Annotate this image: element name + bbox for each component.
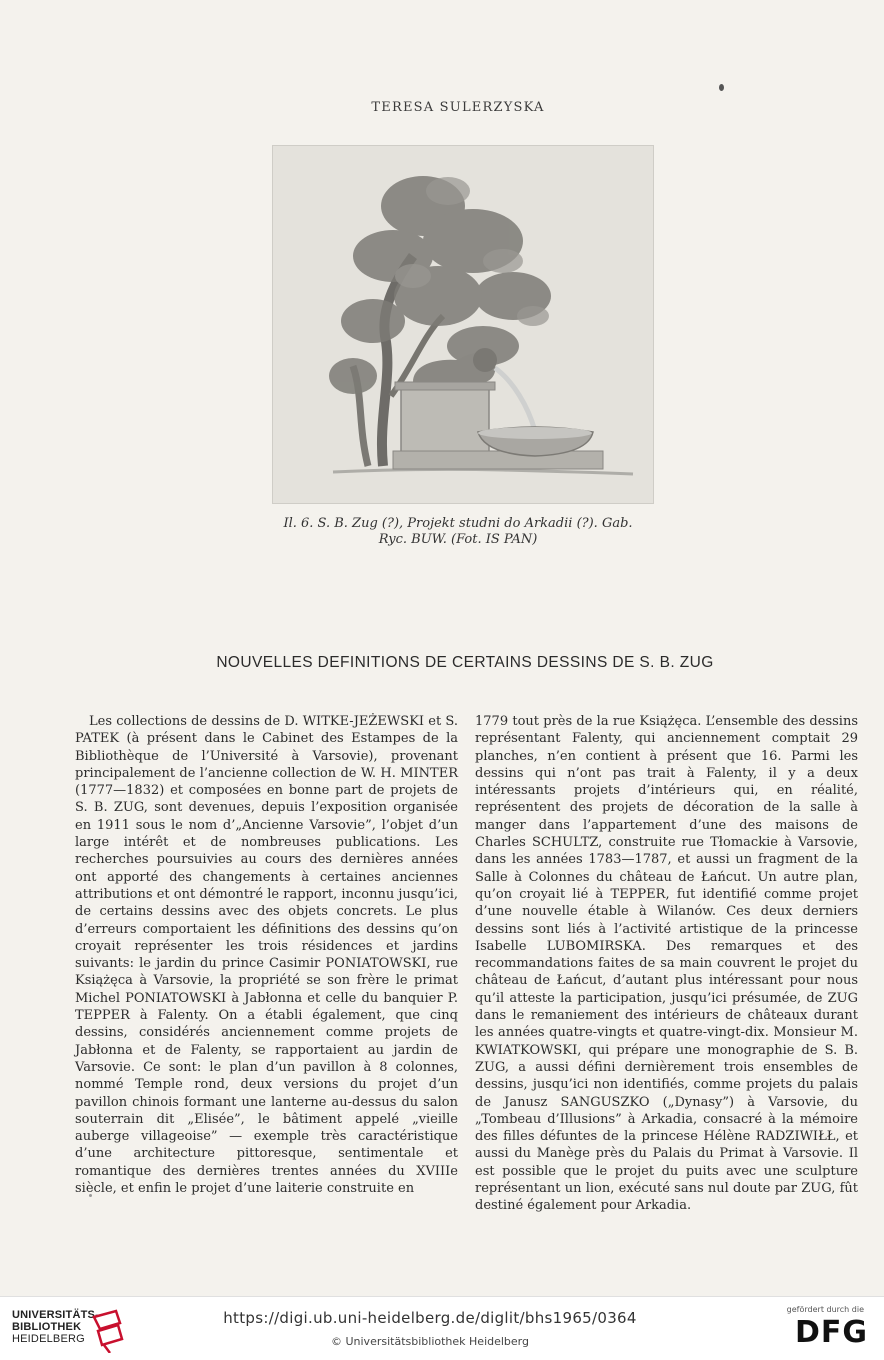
- well-with-lion-drawing: [273, 146, 653, 503]
- paragraph: 1779 tout près de la rue Książęca. L’ensemble des dessins représentant Falenty, qui anciennement comptait 29 planches, n’en contient à présent que 16. Parmi les dessins qui n’ont pas trait à Falenty, il y a deux intéressants projets d’intérieurs qui, en réalité, représentent des projets de décoration de la salle à manger dans l’appartement d’une des maisons de Charles SCHULTZ, construite rue Tłomackie à Varsovie, dans les années 1783—1787, et aussi un fragment de la Salle à Colonnes du château de Łańcut. Un autre plan, qu’on croyait lié à TEPPER, fut identifié comme projet d’une nouvelle étable à Wilanów. Ces deux derniers dessins sont liés à l’activité artistique de la princesse Isabelle LUBOMIRSKA. Des remarques et des recommandations faites de sa main couvrent le projet du château de Łańcut, d’autant plus intéressant pour nous qu’il atteste la participation, jusqu’ici présumée, de ZUG dans le remaniement des intérieurs de châteaux durant les années quatre-vingts et quatre-vingt-dix. Monsieur M. KWIATKOWSKI, qui prépare une monographie de S. B. ZUG, a aussi défini dernièrement trois ensembles de dessins, jusqu’ici non identifiés, comme projets du palais de Janusz SANGUSZKO („Dynasy”) à Varsovie, du „Tombeau d’Illusions” à Arkadia, consacré à la mémoire des filles défuntes de la princese Hélène RADZIWIŁŁ, et aussi du Manège près du Palais du Primat à Varsovie. Il est possible que le projet du puits avec une sculpture représentant un lion, exécuté sans nul doute par ZUG, fût destiné également pour Arkadia.: [475, 714, 858, 1214]
- library-emblem-icon: [90, 1309, 126, 1353]
- figure-illustration: [272, 145, 654, 504]
- caption-line-2: Ryc. BUW. (Fot. IS PAN): [378, 532, 538, 547]
- library-name-line-3: HEIDELBERG: [12, 1333, 85, 1345]
- paragraph: Les collections de dessins de D. WITKE-JEŻEWSKI et S. PATEK (à présent dans le Cabinet des Estampes de la Bibliothèque de l’Université à Varsovie), provenant principalement de l’ancienne collection de W. H. MINTER (1777—1832) et composées en bonne part de projets de S. B. ZUG, sont devenues, depuis l’exposition organisée en 1911 sous le nom d’„Ancienne Varsovie”, l’objet d’un large intérêt et de nombreuses publications. Les recherches poursuivies au cours des dernières années ont apporté des changements à certaines anciennes attributions et ont démontré le rapport, inconnu jusqu’ici, de certains dessins avec des objets concrets. Le plus d’erreurs comportaient les définitions des dessins qu’on croyait représenter les trois résidences et jardins suivants: le jardin du prince Casimir PONIATOWSKI, rue Książęca à Varsovie, la propriété se son frère le primat Michel PONIATOWSKI à Jabłonna et celle du banquier P. TEPPER à Falenty. On a établi également, que cinq dessins, considérés anciennement comme projets de Jabłonna et de Falenty, se rapportaient au jardin de Varsovie. Ce sont: le plan d’un pavillon à 8 colonnes, nommé Temple rond, deux versions du projet d’un pavillon chinois formant une lanterne au-dessus du salon souterrain dit „Elisée”, le bâtiment appelé „vieille auberge villageoise” — exemple très caractéristique d’une architecture pittoresque, sentimentale et romantique des dernières trentes années du XVIIIe siècle, et enfin le projet d’une laiterie construite en: [75, 714, 458, 1197]
- running-head: TERESA SULERZYSKA: [371, 100, 545, 115]
- dfg-logo[interactable]: DFG: [794, 1315, 868, 1350]
- library-logo[interactable]: [12, 1309, 99, 1345]
- library-name-line-1: UNIVERSITÄTS-: [12, 1309, 99, 1321]
- right-column: [475, 713, 858, 1215]
- funding-note: gefördert durch die: [786, 1305, 864, 1314]
- ink-speck: [719, 84, 724, 91]
- figure-caption: [0, 516, 884, 548]
- article-title: NOUVELLES DEFINITIONS DE CERTAINS DESSINS DE S. B. ZUG: [216, 654, 714, 671]
- copyright-notice: © Universitätsbibliothek Heidelberg: [330, 1335, 529, 1348]
- library-name-line-2: BIBLIOTHEK: [12, 1321, 82, 1333]
- permalink-url[interactable]: https://digi.ub.uni-heidelberg.de/diglit/bhs1965/0364: [223, 1309, 637, 1327]
- caption-line-1: Il. 6. S. B. Zug (?), Projekt studni do Arkadii (?). Gab.: [283, 516, 633, 531]
- viewer-footer: [0, 1296, 884, 1360]
- left-column: [75, 713, 458, 1197]
